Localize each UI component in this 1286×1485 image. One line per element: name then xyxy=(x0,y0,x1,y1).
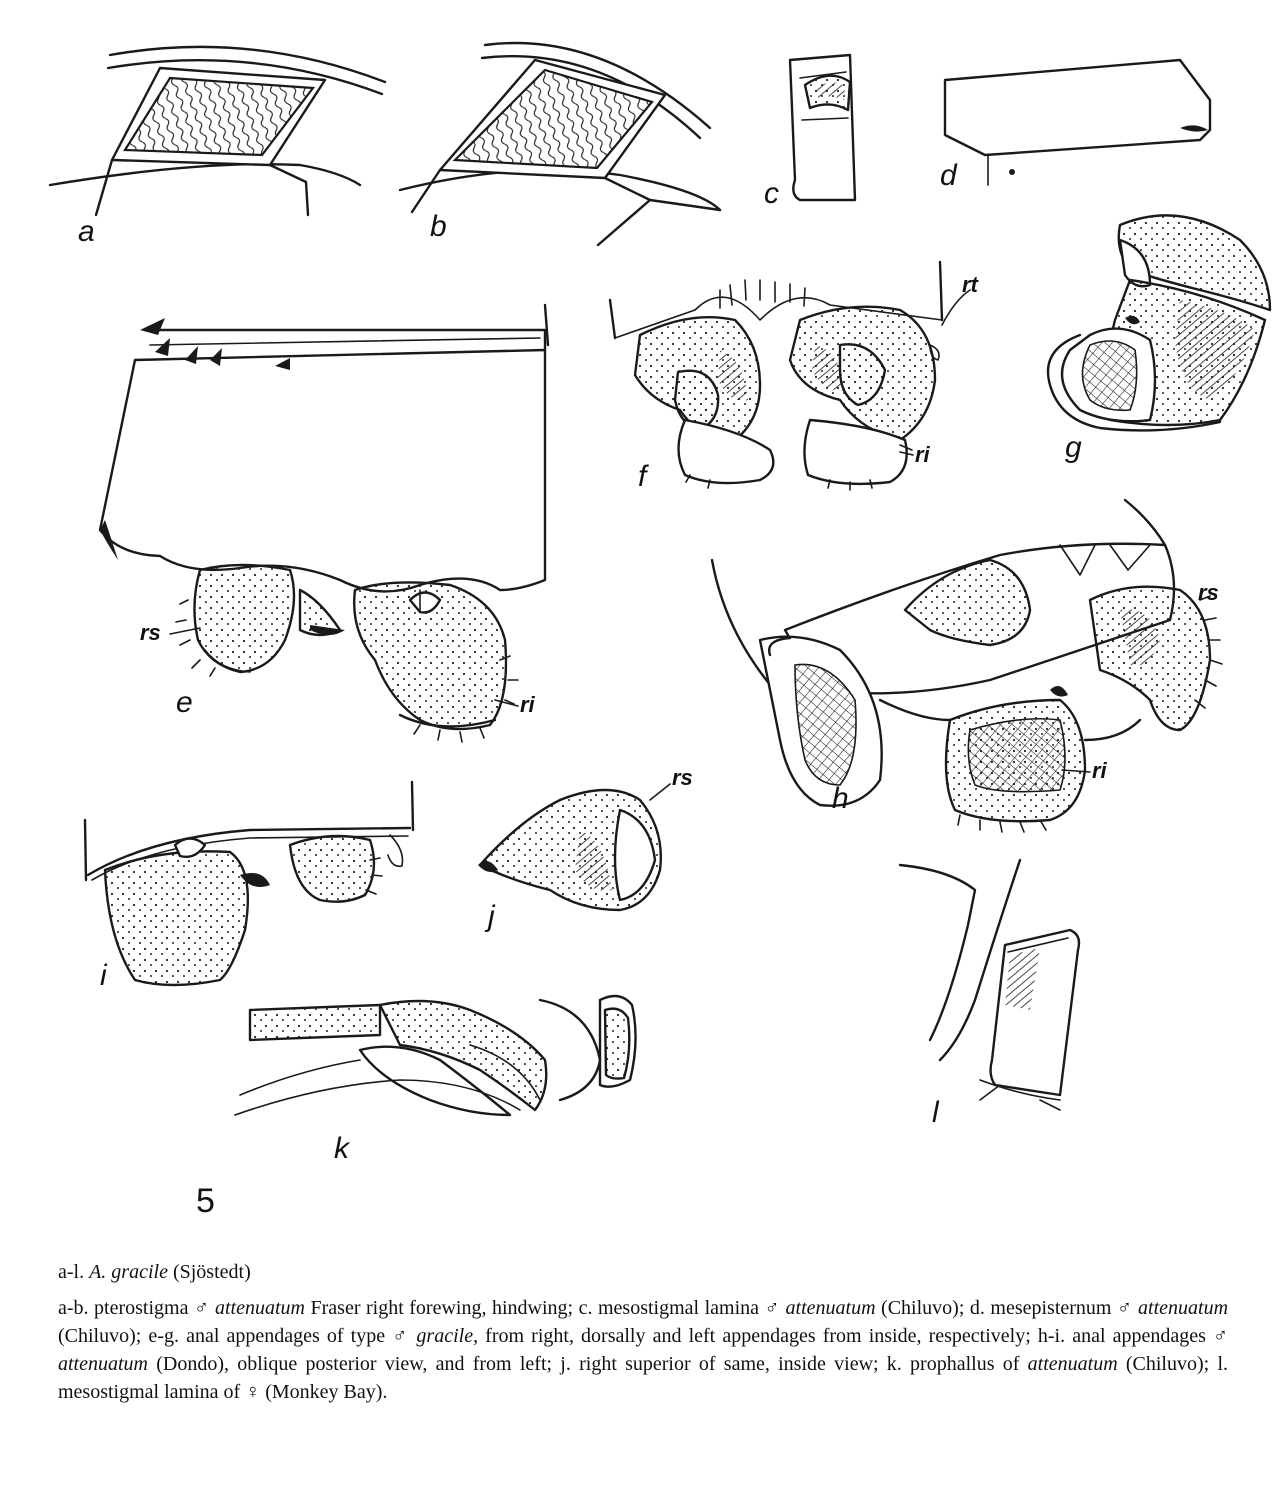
caption-segment: (Dondo), oblique posterior view, and from left; j. right superior of same, inside view; k. prophallus of xyxy=(148,1353,1028,1375)
figure-label-l: l xyxy=(932,1096,939,1129)
figure-label-e: e xyxy=(176,686,193,719)
structure-label-ri-f: ri xyxy=(915,442,930,467)
figure-a-pterostigma-forewing xyxy=(50,47,385,215)
structure-label-rs-h: rs xyxy=(1198,580,1219,605)
figure-label-d: d xyxy=(940,159,957,192)
caption-title xyxy=(58,1258,1228,1286)
structure-label-ri-e: ri xyxy=(520,692,535,717)
figure-c-mesostigmal-lamina xyxy=(790,55,855,200)
caption-segment: attenuatum xyxy=(58,1353,148,1375)
caption-segment: attenuatum xyxy=(1138,1297,1229,1319)
caption-segment: (Chiluvo); e-g. anal appendages of type ♂ xyxy=(58,1325,417,1347)
figure-d-mesepisternum xyxy=(945,60,1210,185)
figure-k-prophallus xyxy=(235,996,636,1115)
figure-j-right-superior-inside xyxy=(478,790,661,910)
caption-segment: (Chiluvo); d. mesepisternum ♂ xyxy=(875,1297,1139,1319)
figure-label-c: c xyxy=(764,177,779,210)
caption-segment: attenuatum xyxy=(215,1297,305,1319)
figure-label-g: g xyxy=(1065,431,1082,464)
caption-segment: gracile xyxy=(416,1325,474,1347)
plate-number: 5 xyxy=(196,1182,215,1220)
structure-label-rt-f: rt xyxy=(962,272,978,297)
caption-title-species: A. gracile xyxy=(89,1261,168,1283)
figure-label-k: k xyxy=(334,1132,349,1165)
caption-title-prefix: a-l. xyxy=(58,1261,85,1283)
caption-body xyxy=(58,1294,1228,1406)
figure-label-f: f xyxy=(638,460,647,493)
caption-segment: , from right, dorsally and left appendages from inside, respectively; h-i. anal appendages ♂ xyxy=(473,1325,1229,1347)
figure-e-anal-appendages-right xyxy=(100,305,548,742)
figure-label-j: j xyxy=(488,900,495,933)
caption-segment: a-b. pterostigma ♂ xyxy=(58,1297,215,1319)
structure-label-rs-e: rs xyxy=(140,620,161,645)
figure-label-a: a xyxy=(78,215,95,248)
figure-l-mesostigmal-lamina-female xyxy=(900,860,1079,1110)
caption-segment: attenuatum xyxy=(1027,1353,1118,1375)
figure-h-anal-appendages-oblique xyxy=(712,500,1222,832)
figure-label-b: b xyxy=(430,210,447,243)
figure-label-i: i xyxy=(100,959,107,992)
caption-segment: Fraser right forewing, hindwing; c. mesostigmal lamina ♂ xyxy=(305,1297,786,1319)
structure-label-rs-j: rs xyxy=(672,765,693,790)
caption-title-author: (Sjöstedt) xyxy=(172,1261,251,1283)
figure-b-pterostigma-hindwing xyxy=(400,43,720,245)
figure-i-anal-appendages-left xyxy=(85,782,413,985)
figure-label-h: h xyxy=(832,782,849,815)
caption-segment: (Chiluvo); l. mesostigmal lamina of ♀ (Monkey Bay). xyxy=(58,1353,1229,1403)
figure-g-left-appendages-inside xyxy=(1048,215,1270,430)
structure-label-ri-h: ri xyxy=(1092,758,1107,783)
caption-segment: attenuatum xyxy=(785,1297,876,1319)
figure-caption xyxy=(58,1258,1228,1414)
